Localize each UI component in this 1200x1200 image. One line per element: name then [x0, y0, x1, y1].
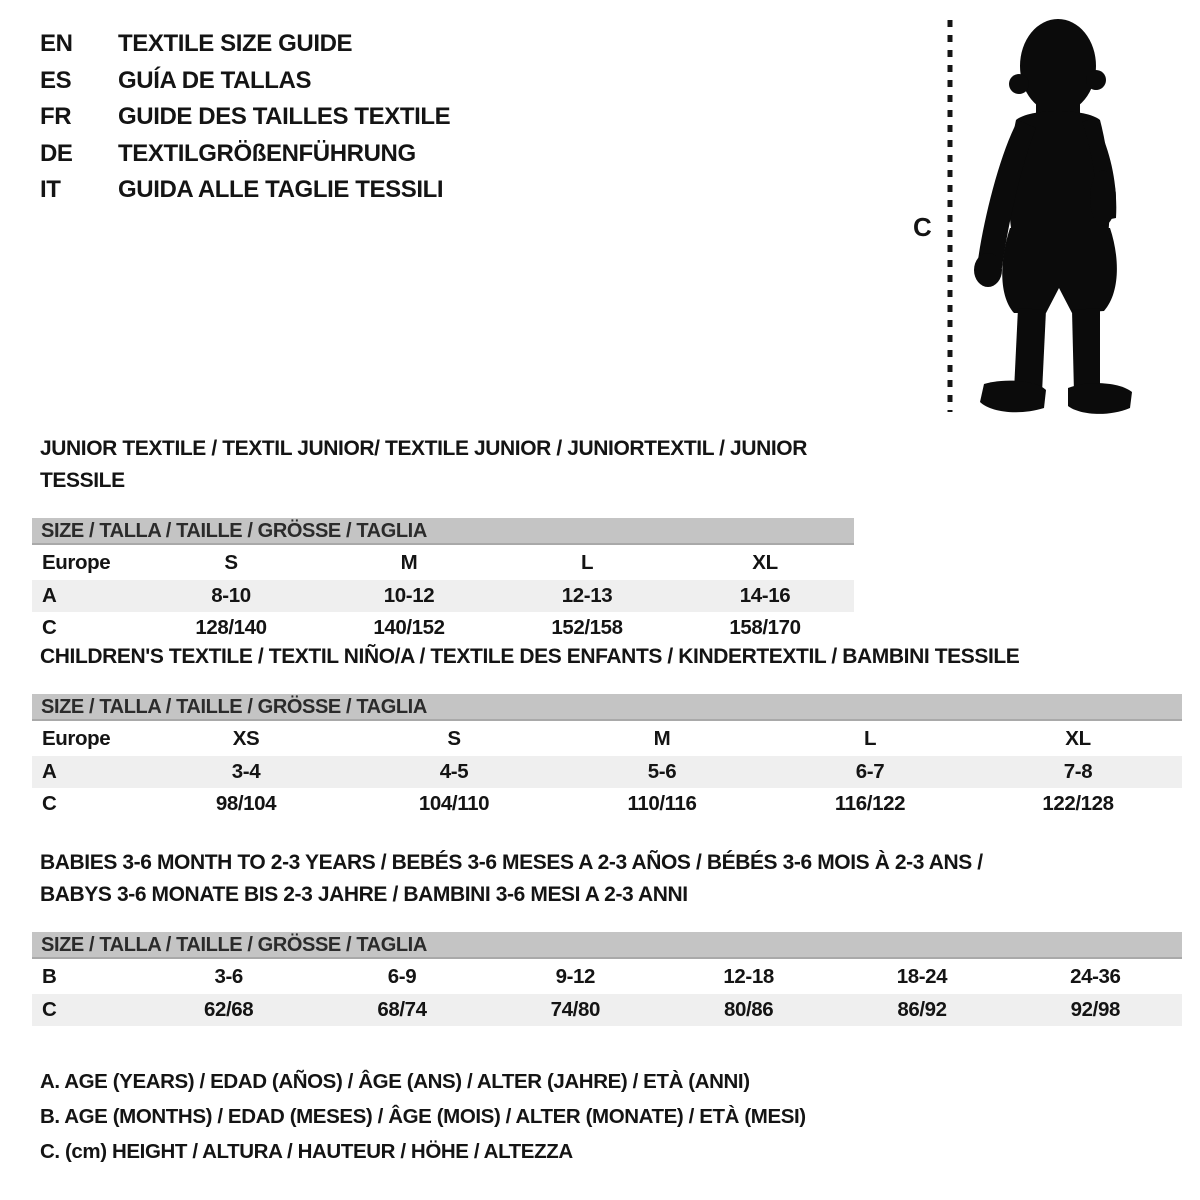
language-title: GUIDA ALLE TAGLIE TESSILI: [118, 176, 444, 203]
language-title: GUIDE DES TAILLES TEXTILE: [118, 103, 451, 130]
legend-line-a: A. AGE (YEARS) / EDAD (AÑOS) / ÂGE (ANS) / ALTER (JAHRE) / ETÀ (ANNI): [40, 1070, 750, 1093]
legend-line-c: C. (cm) HEIGHT / ALTURA / HAUTEUR / HÖHE / ALTEZZA: [40, 1140, 573, 1163]
legend: [40, 1064, 806, 1169]
size-cell: 6-9: [387, 965, 417, 988]
size-cell: S: [224, 551, 238, 574]
size-cell: 98/104: [215, 792, 277, 815]
size-cell: 24-36: [1070, 965, 1121, 988]
language-title: TEXTILE SIZE GUIDE: [118, 30, 353, 57]
size-cell: 18-24: [896, 965, 948, 988]
language-code: EN: [40, 30, 73, 57]
language-row: [40, 63, 450, 100]
size-cell: S: [447, 727, 461, 750]
table-row: [32, 721, 1182, 756]
size-table: [32, 959, 1182, 1026]
size-cell: M: [653, 727, 671, 750]
size-cell: 62/68: [204, 998, 254, 1021]
row-label: A: [42, 760, 57, 783]
size-section-junior: [32, 433, 854, 644]
table-row: [32, 959, 1182, 994]
size-header-bar: SIZE / TALLA / TAILLE / GRÖSSE / TAGLIA: [32, 518, 854, 545]
section-title-line: JUNIOR TEXTILE / TEXTIL JUNIOR/ TEXTILE JUNIOR / JUNIORTEXTIL / JUNIOR TESSILE: [40, 437, 807, 492]
language-header: [40, 26, 450, 209]
legend-line-b: B. AGE (MONTHS) / EDAD (MESES) / ÂGE (MOIS) / ALTER (MONATE) / ETÀ (MESI): [40, 1105, 806, 1128]
language-row: [40, 172, 450, 209]
size-cell: 68/74: [377, 998, 427, 1021]
size-section-babies: [32, 847, 1182, 1026]
size-cell: 110/116: [627, 792, 697, 815]
section-title-line: CHILDREN'S TEXTILE / TEXTIL NIÑO/A / TEXTILE DES ENFANTS / KINDERTEXTIL / BAMBINI TESSILE: [40, 645, 1020, 668]
size-cell: 3-4: [231, 760, 261, 783]
size-cell: 128/140: [195, 616, 267, 639]
size-cell: 74/80: [550, 998, 600, 1021]
language-row: [40, 26, 450, 63]
row-label: Europe: [42, 727, 111, 750]
language-code: ES: [40, 66, 72, 94]
language-title: TEXTILGRÖßENFÜHRUNG: [118, 139, 416, 167]
language-code: DE: [40, 139, 73, 167]
size-cell: 80/86: [723, 998, 774, 1021]
size-cell: 6-7: [855, 760, 885, 783]
size-cell: 12-13: [561, 584, 613, 607]
section-title-line: BABYS 3-6 MONATE BIS 2-3 JAHRE / BAMBINI 3-6 MESI A 2-3 ANNI: [40, 883, 688, 906]
size-cell: 12-18: [723, 965, 774, 988]
size-cell: 86/92: [897, 998, 947, 1021]
table-row: [32, 580, 854, 612]
size-cell: M: [400, 551, 418, 574]
section-title: [32, 641, 1182, 673]
row-label: C: [42, 998, 57, 1021]
row-label: Europe: [42, 551, 111, 574]
size-cell: 92/98: [1070, 998, 1120, 1021]
size-cell: 116/122: [834, 792, 906, 815]
size-cell: XL: [752, 551, 778, 574]
row-label: C: [42, 616, 57, 639]
table-row: [32, 612, 854, 644]
size-table: [32, 721, 1182, 820]
size-cell: 9-12: [555, 965, 596, 988]
language-title: GUÍA DE TALLAS: [118, 66, 312, 94]
size-cell: 10-12: [383, 584, 435, 607]
size-cell: 7-8: [1063, 760, 1093, 783]
size-header-bar: SIZE / TALLA / TAILLE / GRÖSSE / TAGLIA: [32, 932, 1182, 959]
size-cell: 122/128: [1042, 792, 1114, 815]
table-row: [32, 756, 1182, 788]
table-row: [32, 994, 1182, 1026]
section-title: [32, 433, 854, 497]
size-cell: L: [580, 551, 594, 574]
size-cell: 152/158: [551, 616, 623, 639]
size-cell: 8-10: [211, 584, 251, 607]
size-header-bar: SIZE / TALLA / TAILLE / GRÖSSE / TAGLIA: [32, 694, 1182, 721]
toddler-silhouette: [900, 8, 1160, 423]
size-cell: L: [863, 727, 877, 750]
size-section-children: [32, 641, 1182, 820]
section-title: [32, 847, 1182, 911]
size-cell: XL: [1065, 727, 1091, 750]
row-label: B: [42, 965, 57, 988]
language-row: [40, 99, 450, 136]
table-row: [32, 788, 1182, 820]
baby-body-icon: [974, 19, 1132, 414]
size-cell: 104/110: [418, 792, 490, 815]
language-row: [40, 136, 450, 173]
row-label: A: [42, 584, 57, 607]
section-title-line: BABIES 3-6 MONTH TO 2-3 YEARS / BEBÉS 3-6 MESES A 2-3 AÑOS / BÉBÉS 3-6 MOIS À 2-3 ANS /: [40, 851, 983, 874]
size-cell: 5-6: [647, 760, 677, 783]
size-cell: 4-5: [439, 760, 469, 783]
size-cell: 158/170: [729, 616, 801, 639]
size-cell: 3-6: [214, 965, 243, 988]
size-cell: XS: [232, 727, 260, 750]
language-code: FR: [40, 103, 72, 130]
size-table: [32, 545, 854, 644]
size-cell: 140/152: [373, 616, 445, 639]
language-code: IT: [40, 176, 61, 203]
size-cell: 14-16: [739, 584, 791, 607]
table-row: [32, 545, 854, 580]
row-label: C: [42, 792, 57, 815]
height-measure-label: C: [913, 212, 932, 242]
